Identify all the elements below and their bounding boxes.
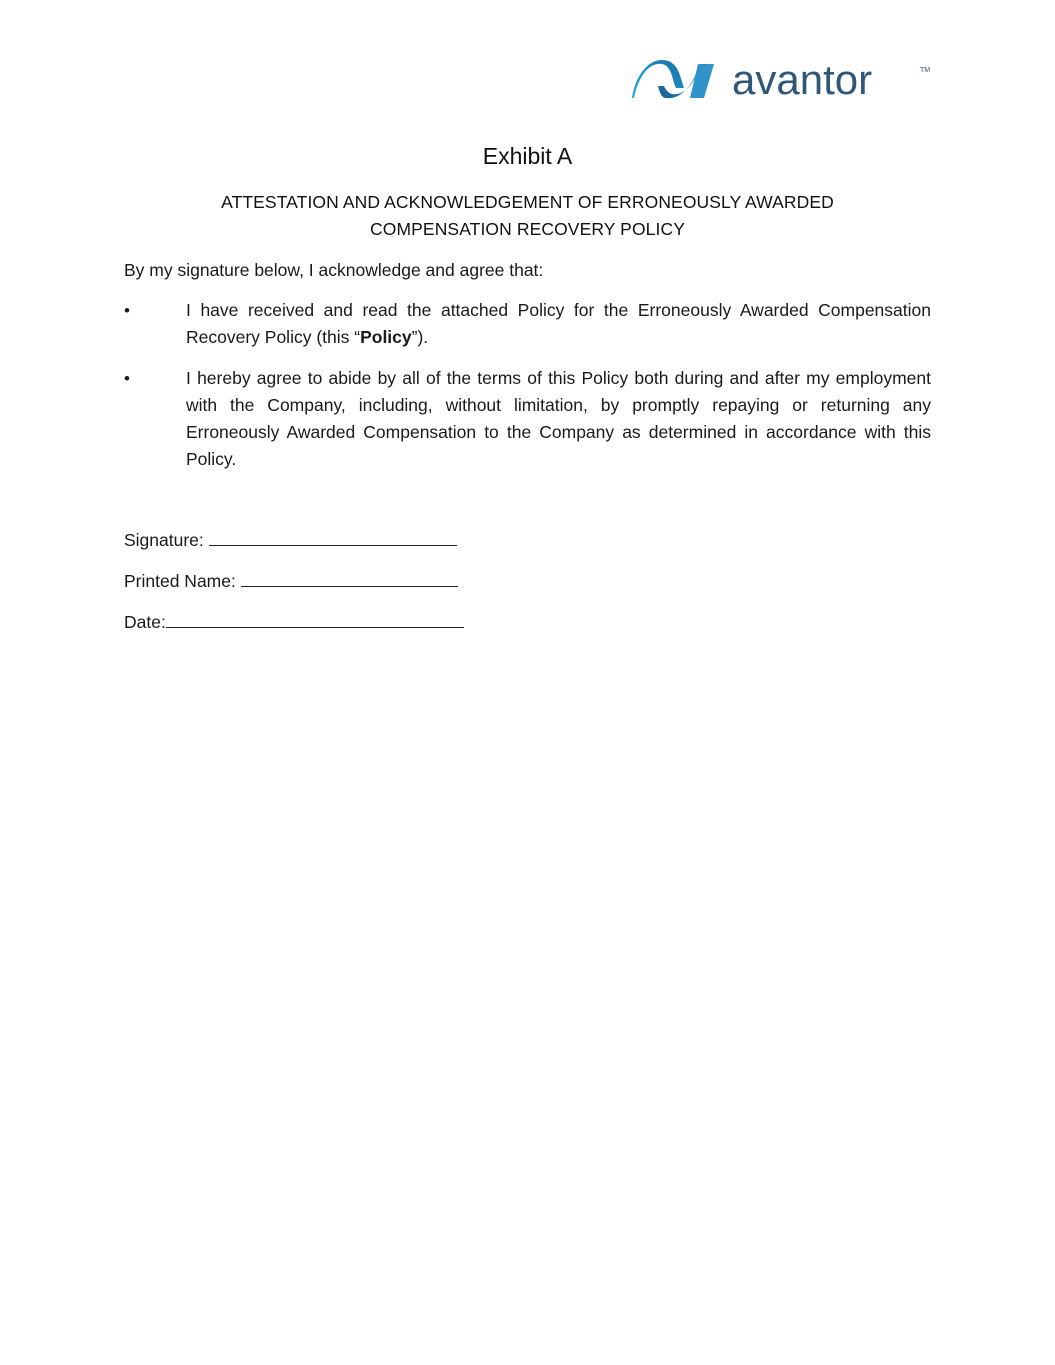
date-field[interactable] xyxy=(166,609,464,628)
date-row xyxy=(124,609,464,636)
bullet-1-text-before: I have received and read the attached Policy for the Erroneously Awarded Compensation Recovery Policy (this “ xyxy=(186,300,931,347)
heading-line-2: COMPENSATION RECOVERY POLICY xyxy=(370,219,685,239)
printed-name-label: Printed Name: xyxy=(124,571,236,591)
bullet-2-text: I hereby agree to abide by all of the terms of this Policy both during and after my employment with the Company, including, without limitation, by promptly repaying or returning any Erroneously Awarded Compensation to the Company as determined in accordance with this Policy. xyxy=(186,368,931,469)
document-heading xyxy=(124,189,931,243)
acknowledgement-list xyxy=(124,297,931,487)
list-item xyxy=(124,365,931,473)
heading-line-1: ATTESTATION AND ACKNOWLEDGEMENT OF ERRONEOUSLY AWARDED xyxy=(221,192,834,212)
printed-name-field[interactable] xyxy=(241,568,458,587)
exhibit-title: Exhibit A xyxy=(482,143,573,169)
bullet-1-bold-term: Policy xyxy=(360,327,412,347)
bullet-icon: • xyxy=(124,301,130,320)
printed-name-row xyxy=(124,568,458,595)
bullet-icon: • xyxy=(124,369,130,388)
bullet-1-text-after: ”). xyxy=(411,327,429,347)
signature-field[interactable] xyxy=(209,527,457,546)
ribbon-left-shape xyxy=(632,60,684,98)
avantor-logo-graphic xyxy=(632,58,932,102)
signature-row xyxy=(124,527,457,554)
signature-label: Signature: xyxy=(124,530,204,550)
logo-wordmark: avantor xyxy=(732,58,873,102)
date-label: Date: xyxy=(124,612,166,632)
ribbon-slash-shape xyxy=(690,64,714,98)
list-item xyxy=(124,297,931,351)
avantor-logo xyxy=(632,58,932,102)
intro-text: By my signature below, I acknowledge and agree that: xyxy=(124,260,544,280)
logo-trademark: TM xyxy=(920,67,931,74)
